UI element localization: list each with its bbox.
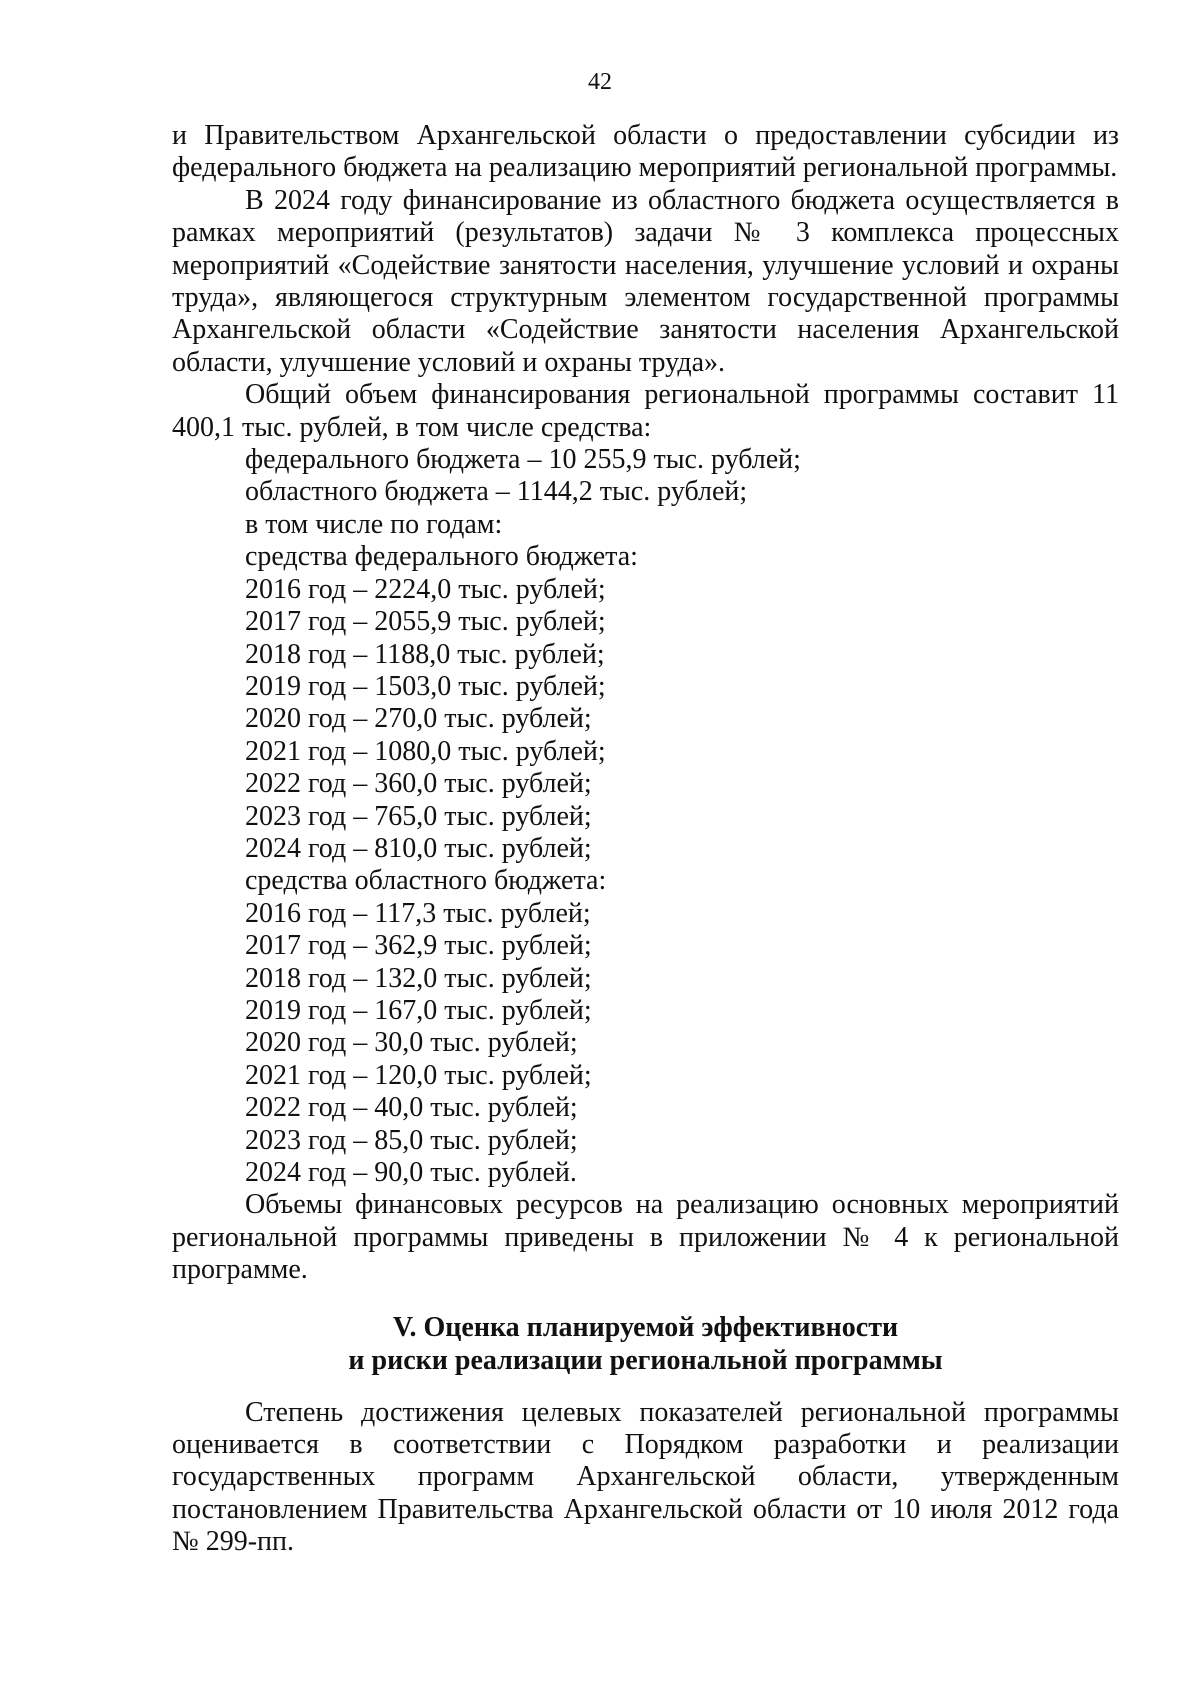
section-heading-line-1: V. Оценка планируемой эффективности	[392, 1311, 899, 1343]
funding-line: 2021 год – 1080,0 тыс. рублей;	[245, 735, 606, 767]
funding-line: средства областного бюджета:	[245, 865, 607, 897]
funding-line: 2021 год – 120,0 тыс. рублей;	[245, 1059, 592, 1091]
funding-line: 2024 год – 90,0 тыс. рублей.	[245, 1157, 577, 1188]
funding-line: 2022 год – 40,0 тыс. рублей;	[245, 1092, 578, 1124]
document-body	[172, 120, 1119, 1559]
paragraph-total-funding: Общий объем финансирования региональной программы составит 11 400,1 тыс. рублей, в том числе средства:	[172, 379, 1119, 443]
funding-line: в том числе по годам:	[245, 508, 503, 540]
funding-line: 2017 год – 362,9 тыс. рублей;	[245, 930, 592, 962]
funding-line: 2018 год – 1188,0 тыс. рублей;	[245, 638, 605, 670]
paragraph-financial-resources: Объемы финансовых ресурсов на реализацию основных мероприятий региональной программы приведены в приложении № 4 к региональной программе.	[172, 1189, 1119, 1286]
funding-line: 2024 год – 810,0 тыс. рублей;	[245, 832, 592, 864]
paragraph-2024-financing: В 2024 году финансирование из областного бюджета осуществляется в рамках мероприятий (результатов) задачи № 3 комплекса процессных мероприятий «Содействие занятости населения, улучшение условий и охраны труда», являющегося структурным элементом государственной программы Архангельской области «Содействие занятости населения Архангельской области, улучшение условий и охраны труда».	[172, 184, 1119, 378]
section-heading	[172, 1311, 1119, 1377]
funding-line: 2020 год – 270,0 тыс. рублей;	[245, 703, 592, 735]
funding-line: 2016 год – 2224,0 тыс. рублей;	[245, 573, 606, 605]
funding-line: 2016 год – 117,3 тыс. рублей;	[245, 897, 591, 929]
funding-line: 2023 год – 85,0 тыс. рублей;	[245, 1124, 578, 1156]
funding-breakdown-list	[172, 444, 1119, 1189]
section-heading-line-2: и риски реализации региональной программы	[348, 1344, 943, 1376]
funding-line: 2019 год – 167,0 тыс. рублей;	[245, 994, 592, 1026]
paragraph-efficiency-assessment: Степень достижения целевых показателей региональной программы оценивается в соответствии с Порядком разработки и реализации государственных программ Архангельской области, утвержденным постановлением Правительства Архангельской области от 10 июля 2012 года № 299-пп.	[172, 1396, 1119, 1558]
funding-line: 2018 год – 132,0 тыс. рублей;	[245, 962, 592, 994]
paragraph-subsidy-agreement: и Правительством Архангельской области о предоставлении субсидии из федерального бюджета на реализацию мероприятий региональной программы.	[172, 120, 1119, 184]
funding-line: 2020 год – 30,0 тыс. рублей;	[245, 1027, 578, 1059]
funding-line: 2017 год – 2055,9 тыс. рублей;	[245, 606, 606, 638]
funding-line: 2019 год – 1503,0 тыс. рублей;	[245, 670, 606, 702]
funding-line: областного бюджета – 1144,2 тыс. рублей;	[245, 476, 748, 508]
funding-line: федерального бюджета – 10 255,9 тыс. рублей;	[245, 444, 801, 476]
funding-line: 2023 год – 765,0 тыс. рублей;	[245, 800, 592, 832]
page-number: 42	[588, 69, 612, 95]
funding-line: средства федерального бюджета:	[245, 541, 638, 573]
funding-line: 2022 год – 360,0 тыс. рублей;	[245, 768, 592, 800]
